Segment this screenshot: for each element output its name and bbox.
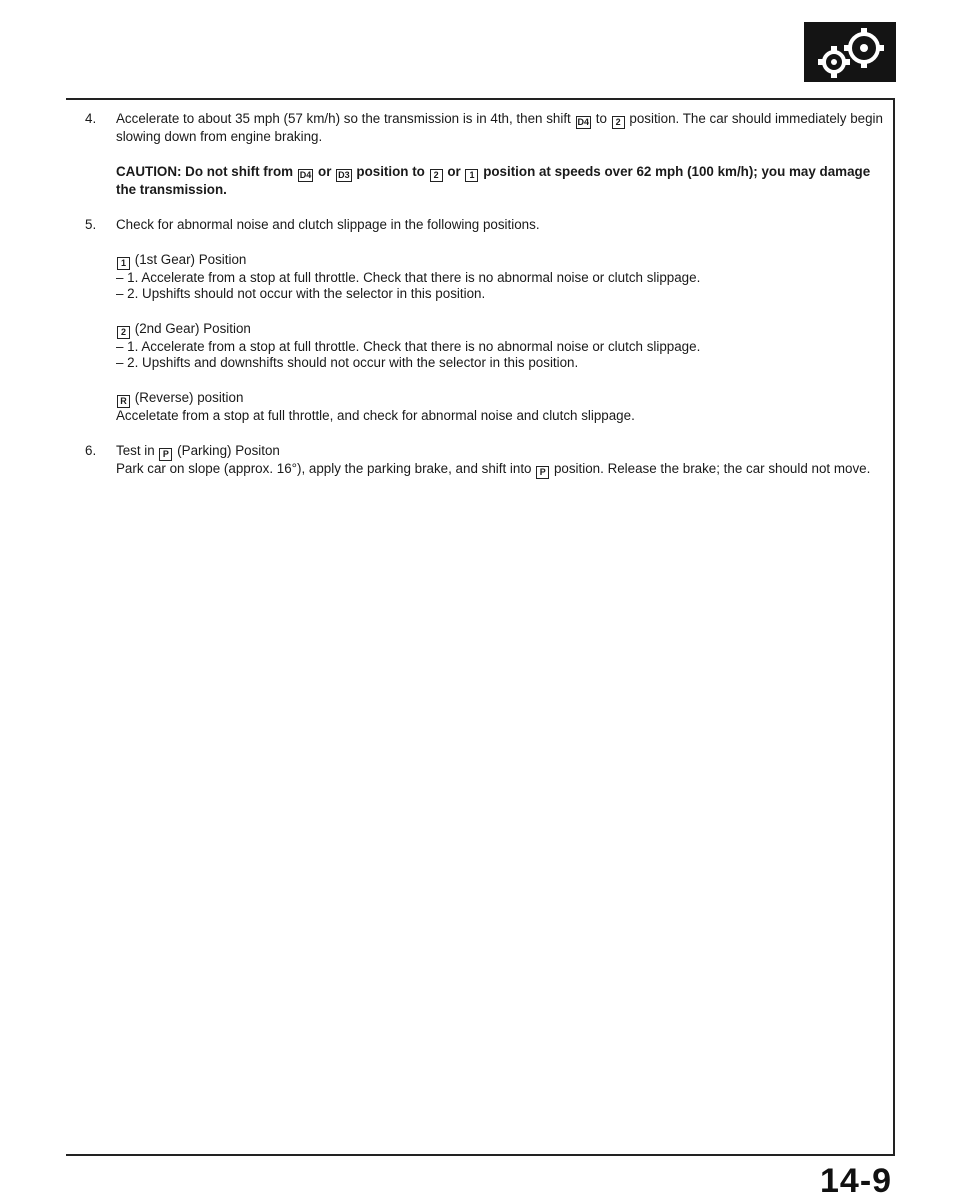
parking-check: Test in P (Parking) Positon Park car on slope (approx. 16°), apply the parking brake, and shift into P position. Release the brake; the car should not move. bbox=[116, 443, 871, 477]
top-rule bbox=[66, 98, 894, 100]
step-number: 6. bbox=[85, 443, 97, 458]
step-4-text: Accelerate to about 35 mph (57 km/h) so the transmission is in 4th, then shift D4 to 2 position. The car should immediately begin slowing down from engine braking. bbox=[116, 111, 883, 144]
gear-box-1: 1 bbox=[117, 257, 130, 270]
gear-box-2: 2 bbox=[430, 169, 443, 182]
step-6 bbox=[76, 443, 884, 479]
step-4 bbox=[76, 111, 884, 198]
gears-icon bbox=[804, 22, 896, 82]
step-5 bbox=[76, 217, 884, 424]
reverse-check: R (Reverse) position Acceletate from a stop at full throttle, and check for abnormal noise and clutch slippage. bbox=[116, 390, 635, 423]
gear-box-r: R bbox=[117, 395, 130, 408]
gear-box-2: 2 bbox=[612, 116, 625, 129]
second-gear-check: 2 (2nd Gear) Position – 1. Accelerate from a stop at full throttle. Check that there is no abnormal noise or clutch slippage. – 2. Upshifts and downshifts should not occur with the selector in this position. bbox=[116, 321, 701, 370]
gear-box-d4: D4 bbox=[577, 117, 590, 127]
gear-box-d4: D4 bbox=[299, 170, 312, 180]
caution-note: CAUTION: Do not shift from D4 or D3 position to 2 or 1 position at speeds over 62 mph (100 km/h); you may damage the transmission. bbox=[116, 164, 871, 197]
first-gear-check: 1 (1st Gear) Position – 1. Accelerate from a stop at full throttle. Check that there is no abnormal noise or clutch slippage. – 2. Upshifts should not occur with the selector in this position. bbox=[116, 252, 701, 301]
gear-box-p: P bbox=[536, 466, 549, 479]
gear-box-d3: D3 bbox=[338, 170, 350, 180]
page-content bbox=[76, 111, 884, 498]
step-number: 5. bbox=[85, 217, 97, 232]
gear-box-p: P bbox=[159, 448, 172, 461]
right-rule bbox=[893, 98, 895, 1156]
gear-box-2: 2 bbox=[117, 326, 130, 339]
gear-box-1: 1 bbox=[465, 169, 478, 182]
step-5-intro: Check for abnormal noise and clutch slippage in the following positions. bbox=[116, 217, 540, 232]
bottom-rule bbox=[66, 1154, 895, 1156]
step-number: 4. bbox=[85, 111, 97, 126]
page-number: 14-9 bbox=[820, 1162, 893, 1200]
